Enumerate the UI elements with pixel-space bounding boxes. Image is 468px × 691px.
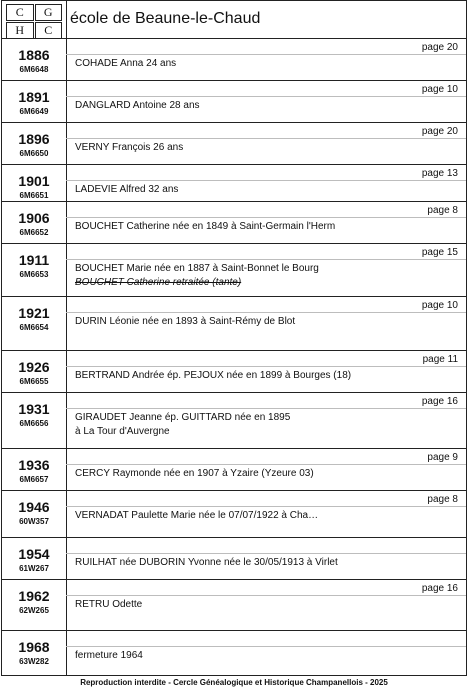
entry-year: 1946 <box>18 499 50 515</box>
entry-content <box>75 509 318 523</box>
header-divider <box>66 1 67 38</box>
entry-cote: 6M6653 <box>19 270 49 279</box>
entry-year: 1896 <box>18 131 50 147</box>
entry-line: fermeture 1964 <box>75 650 143 661</box>
entries-table <box>1 39 467 676</box>
entry-page: page 13 <box>421 168 458 179</box>
entry-row <box>1 81 467 123</box>
logo-letter: H <box>6 22 34 39</box>
entry-row <box>1 449 467 491</box>
entry-content <box>75 99 200 113</box>
entry-row <box>1 393 467 449</box>
entry-content <box>75 649 143 663</box>
entry-year-cell <box>2 123 67 164</box>
page-separator-line <box>66 366 466 367</box>
page-separator-line <box>66 259 466 260</box>
entry-content <box>75 262 319 290</box>
entry-row <box>1 491 467 538</box>
entry-content <box>75 57 176 71</box>
entry-line: GIRAUDET Jeanne ép. GUITTARD née en 1895 <box>75 412 291 423</box>
entry-cote: 61W267 <box>19 564 49 573</box>
entry-year-cell <box>2 351 67 392</box>
entry-line: BOUCHET Marie née en 1887 à Saint-Bonnet le Bourg <box>75 263 319 274</box>
entry-year-cell <box>2 244 67 296</box>
page-separator-line <box>66 646 466 647</box>
page-separator-line <box>66 595 466 596</box>
entry-cote: 6M6648 <box>19 65 49 74</box>
entry-cote: 6M6650 <box>19 149 49 158</box>
entry-cote: 6M6657 <box>19 475 49 484</box>
entry-year: 1901 <box>18 173 50 189</box>
page-separator-line <box>66 553 466 554</box>
entry-page: page 8 <box>427 494 458 505</box>
entry-line: à La Tour d'Auvergne <box>75 426 170 437</box>
entry-page: page 16 <box>421 583 458 594</box>
entry-row <box>1 244 467 297</box>
page-separator-line <box>66 312 466 313</box>
entry-row <box>1 39 467 81</box>
entry-year: 1954 <box>18 546 50 562</box>
entry-content <box>75 183 178 197</box>
entry-cote: 6M6656 <box>19 419 49 428</box>
entry-cote: 6M6652 <box>19 228 49 237</box>
entry-year-cell <box>2 297 67 350</box>
entry-line: BOUCHET Catherine retraitée (tante) <box>75 277 242 288</box>
entry-cote: 6M6651 <box>19 191 49 200</box>
entry-content <box>75 220 335 234</box>
entry-year-cell <box>2 81 67 122</box>
entry-year: 1926 <box>18 359 50 375</box>
entry-line: RUILHAT née DUBORIN Yvonne née le 30/05/1913 à Virlet <box>75 557 338 568</box>
document-header <box>1 0 467 39</box>
document-footer: Reproduction interdite - Cercle Généalogique et Historique Champanellois - 2025 <box>80 678 388 687</box>
entry-row <box>1 165 467 202</box>
entry-line: BOUCHET Catherine née en 1849 à Saint-Germain l'Herm <box>75 221 336 232</box>
entry-cote: 6M6654 <box>19 323 49 332</box>
cghc-logo <box>6 4 62 36</box>
entry-year-cell <box>2 538 67 579</box>
entry-year-cell <box>2 631 67 675</box>
entry-row <box>1 351 467 393</box>
entry-cote: 6M6655 <box>19 377 49 386</box>
entry-page: page 16 <box>421 396 458 407</box>
entry-page: page 20 <box>421 126 458 137</box>
entry-row <box>1 631 467 676</box>
page-separator-line <box>66 180 466 181</box>
entry-cote: 62W265 <box>19 606 49 615</box>
entry-line: COHADE Anna 24 ans <box>75 58 177 69</box>
entry-content <box>75 315 295 329</box>
entry-content <box>75 556 338 570</box>
document-title: école de Beaune-le-Chaud <box>70 10 261 27</box>
entry-row <box>1 123 467 165</box>
entry-year: 1911 <box>18 252 50 268</box>
entry-year: 1921 <box>18 305 50 321</box>
entry-content <box>75 598 142 612</box>
entry-page: page 10 <box>421 84 458 95</box>
entry-line: CERCY Raymonde née en 1907 à Yzaire (Yzeure 03) <box>75 468 314 479</box>
logo-letter: C <box>35 22 63 39</box>
entry-year-cell <box>2 449 67 490</box>
entry-content <box>75 467 314 481</box>
document-sheet <box>1 0 467 691</box>
entry-year-cell <box>2 39 67 80</box>
entry-content <box>75 369 351 383</box>
entry-cote: 63W282 <box>19 657 49 666</box>
entry-year-cell <box>2 491 67 537</box>
page-separator-line <box>66 54 466 55</box>
entry-row <box>1 580 467 631</box>
entry-row <box>1 297 467 351</box>
entry-year-cell <box>2 580 67 630</box>
entry-line: LADEVIE Alfred 32 ans <box>75 184 179 195</box>
entry-year: 1886 <box>18 47 50 63</box>
entry-line: VERNADAT Paulette Marie née le 07/07/1922 à Cha… <box>75 510 319 521</box>
entry-page: page 20 <box>421 42 458 53</box>
entry-line: BERTRAND Andrée ép. PEJOUX née en 1899 à Bourges (18) <box>75 370 352 381</box>
entry-row <box>1 202 467 244</box>
entry-year: 1906 <box>18 210 50 226</box>
entry-year: 1931 <box>18 401 50 417</box>
entry-content <box>75 411 290 439</box>
entry-line: VERNY François 26 ans <box>75 142 184 153</box>
entry-page: page 9 <box>427 452 458 463</box>
entry-cote: 60W357 <box>19 517 49 526</box>
page-separator-line <box>66 506 466 507</box>
entry-line: RETRU Odette <box>75 599 143 610</box>
page-separator-line <box>66 96 466 97</box>
entry-page: page 11 <box>422 354 458 365</box>
entry-content <box>75 141 183 155</box>
entry-year: 1962 <box>18 588 50 604</box>
entry-year-cell <box>2 202 67 243</box>
page-separator-line <box>66 217 466 218</box>
page-separator-line <box>66 138 466 139</box>
logo-letter: C <box>6 4 34 21</box>
entry-year: 1891 <box>18 89 50 105</box>
page-separator-line <box>66 464 466 465</box>
entry-cote: 6M6649 <box>19 107 49 116</box>
page-separator-line <box>66 408 466 409</box>
logo-letter: G <box>35 4 63 21</box>
entry-page: page 10 <box>421 300 458 311</box>
entry-page: page 15 <box>421 247 458 258</box>
entry-year-cell <box>2 165 67 201</box>
entry-year-cell <box>2 393 67 448</box>
entry-line: DURIN Léonie née en 1893 à Saint-Rémy de Blot <box>75 316 296 327</box>
entry-year: 1936 <box>18 457 50 473</box>
entry-row <box>1 538 467 580</box>
entry-year: 1968 <box>18 639 50 655</box>
entry-line: DANGLARD Antoine 28 ans <box>75 100 200 111</box>
entry-page: page 8 <box>427 205 458 216</box>
